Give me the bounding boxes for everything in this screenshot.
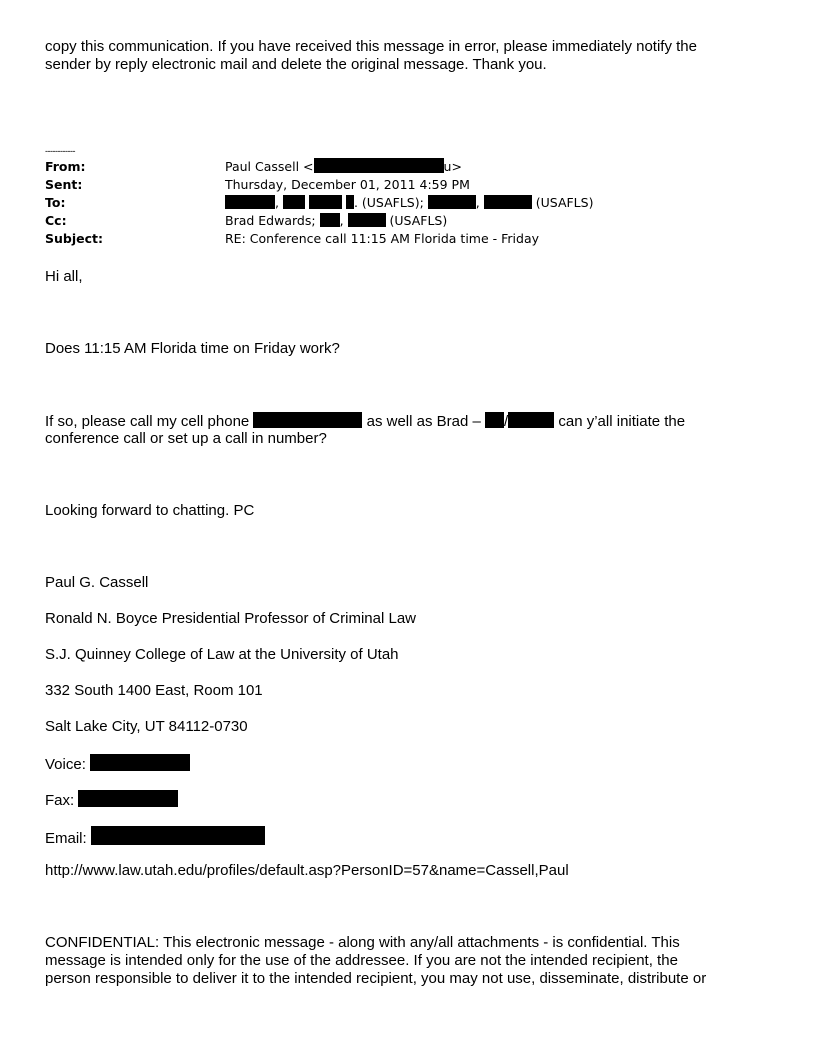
redaction-block: [78, 790, 178, 807]
sent-row: [0, 176, 816, 194]
redaction-block: [253, 412, 362, 428]
subject-value: RE: Conference call 11:15 AM Florida time - Friday: [225, 231, 540, 246]
subject-row: [0, 230, 816, 248]
redaction-block: [225, 195, 275, 209]
call-line-2: conference call or set up a call in number?: [45, 430, 327, 447]
cc-label: Cc:: [45, 213, 67, 228]
question: Does 11:15 AM Florida time on Friday work?: [45, 340, 340, 357]
redaction-block: [485, 412, 504, 428]
cc-prefix: Brad Edwards;: [225, 213, 316, 228]
signature-college: S.J. Quinney College of Law at the University of Utah: [45, 646, 399, 663]
sent-label: Sent:: [45, 177, 83, 192]
redaction-block: [309, 195, 342, 209]
email-label: Email:: [45, 830, 87, 847]
voice-label: Voice:: [45, 756, 86, 773]
from-tail: u>: [443, 159, 462, 174]
greeting: Hi all,: [45, 268, 83, 285]
intro-line: copy this communication. If you have received this message in error, please immediately notify the: [45, 38, 697, 55]
call-slash: /: [504, 413, 509, 430]
cc-value: [225, 212, 447, 230]
to-suffix-1: . (USAFLS);: [353, 195, 424, 210]
confidential-line: message is intended only for the use of the addressee. If you are not the intended recipient, the: [45, 952, 678, 969]
to-value: [225, 194, 593, 212]
signature-address-2: Salt Lake City, UT 84112-0730: [45, 718, 248, 735]
cc-row: [0, 212, 816, 230]
subject-label: Subject:: [45, 231, 103, 246]
from-name: Paul Cassell <: [225, 159, 314, 174]
separator: ------------: [45, 146, 75, 156]
redaction-block: [90, 754, 190, 771]
from-label: From:: [45, 159, 86, 174]
call-text-3: can y’all initiate the: [558, 413, 686, 430]
profile-link[interactable]: http://www.law.utah.edu/profiles/default.asp?PersonID=57&name=Cassell,Paul: [45, 862, 569, 879]
confidential-line: person responsible to deliver it to the intended recipient, you may not use, disseminate, distribute or: [45, 970, 707, 987]
call-text-2: as well as Brad –: [366, 413, 481, 430]
signature-name: Paul G. Cassell: [45, 574, 149, 591]
signature-title: Ronald N. Boyce Presidential Professor of Criminal Law: [45, 610, 416, 627]
fax-label: Fax:: [45, 792, 75, 809]
to-label: To:: [45, 195, 66, 210]
to-comma: ,: [475, 195, 480, 210]
redaction-block: [346, 195, 354, 209]
to-comma: ,: [275, 195, 279, 210]
fax-line: [45, 790, 178, 810]
email-line: [45, 826, 265, 848]
confidential-line: CONFIDENTIAL: This electronic message - along with any/all attachments - is confidential. This: [45, 934, 680, 951]
cc-comma: ,: [339, 213, 344, 228]
call-text-1: If so, please call my cell phone: [45, 413, 250, 430]
to-row: [0, 194, 816, 212]
from-row: [0, 158, 816, 176]
signature-address-1: 332 South 1400 East, Room 101: [45, 682, 263, 699]
redaction-block: [348, 213, 386, 227]
to-suffix-2: (USAFLS): [535, 195, 594, 210]
closing: Looking forward to chatting. PC: [45, 502, 255, 519]
sent-value: Thursday, December 01, 2011 4:59 PM: [225, 177, 470, 192]
redaction-block: [314, 158, 444, 173]
redaction-block: [320, 213, 340, 227]
call-line-1: [45, 412, 685, 431]
from-value: [225, 158, 462, 176]
redaction-block: [91, 826, 265, 845]
cc-suffix: (USAFLS): [389, 213, 448, 228]
redaction-block: [283, 195, 305, 209]
redaction-block: [484, 195, 532, 209]
redaction-block: [428, 195, 476, 209]
intro-line: sender by reply electronic mail and delete the original message. Thank you.: [45, 56, 547, 73]
redaction-block: [508, 412, 554, 428]
voice-line: [45, 754, 190, 774]
